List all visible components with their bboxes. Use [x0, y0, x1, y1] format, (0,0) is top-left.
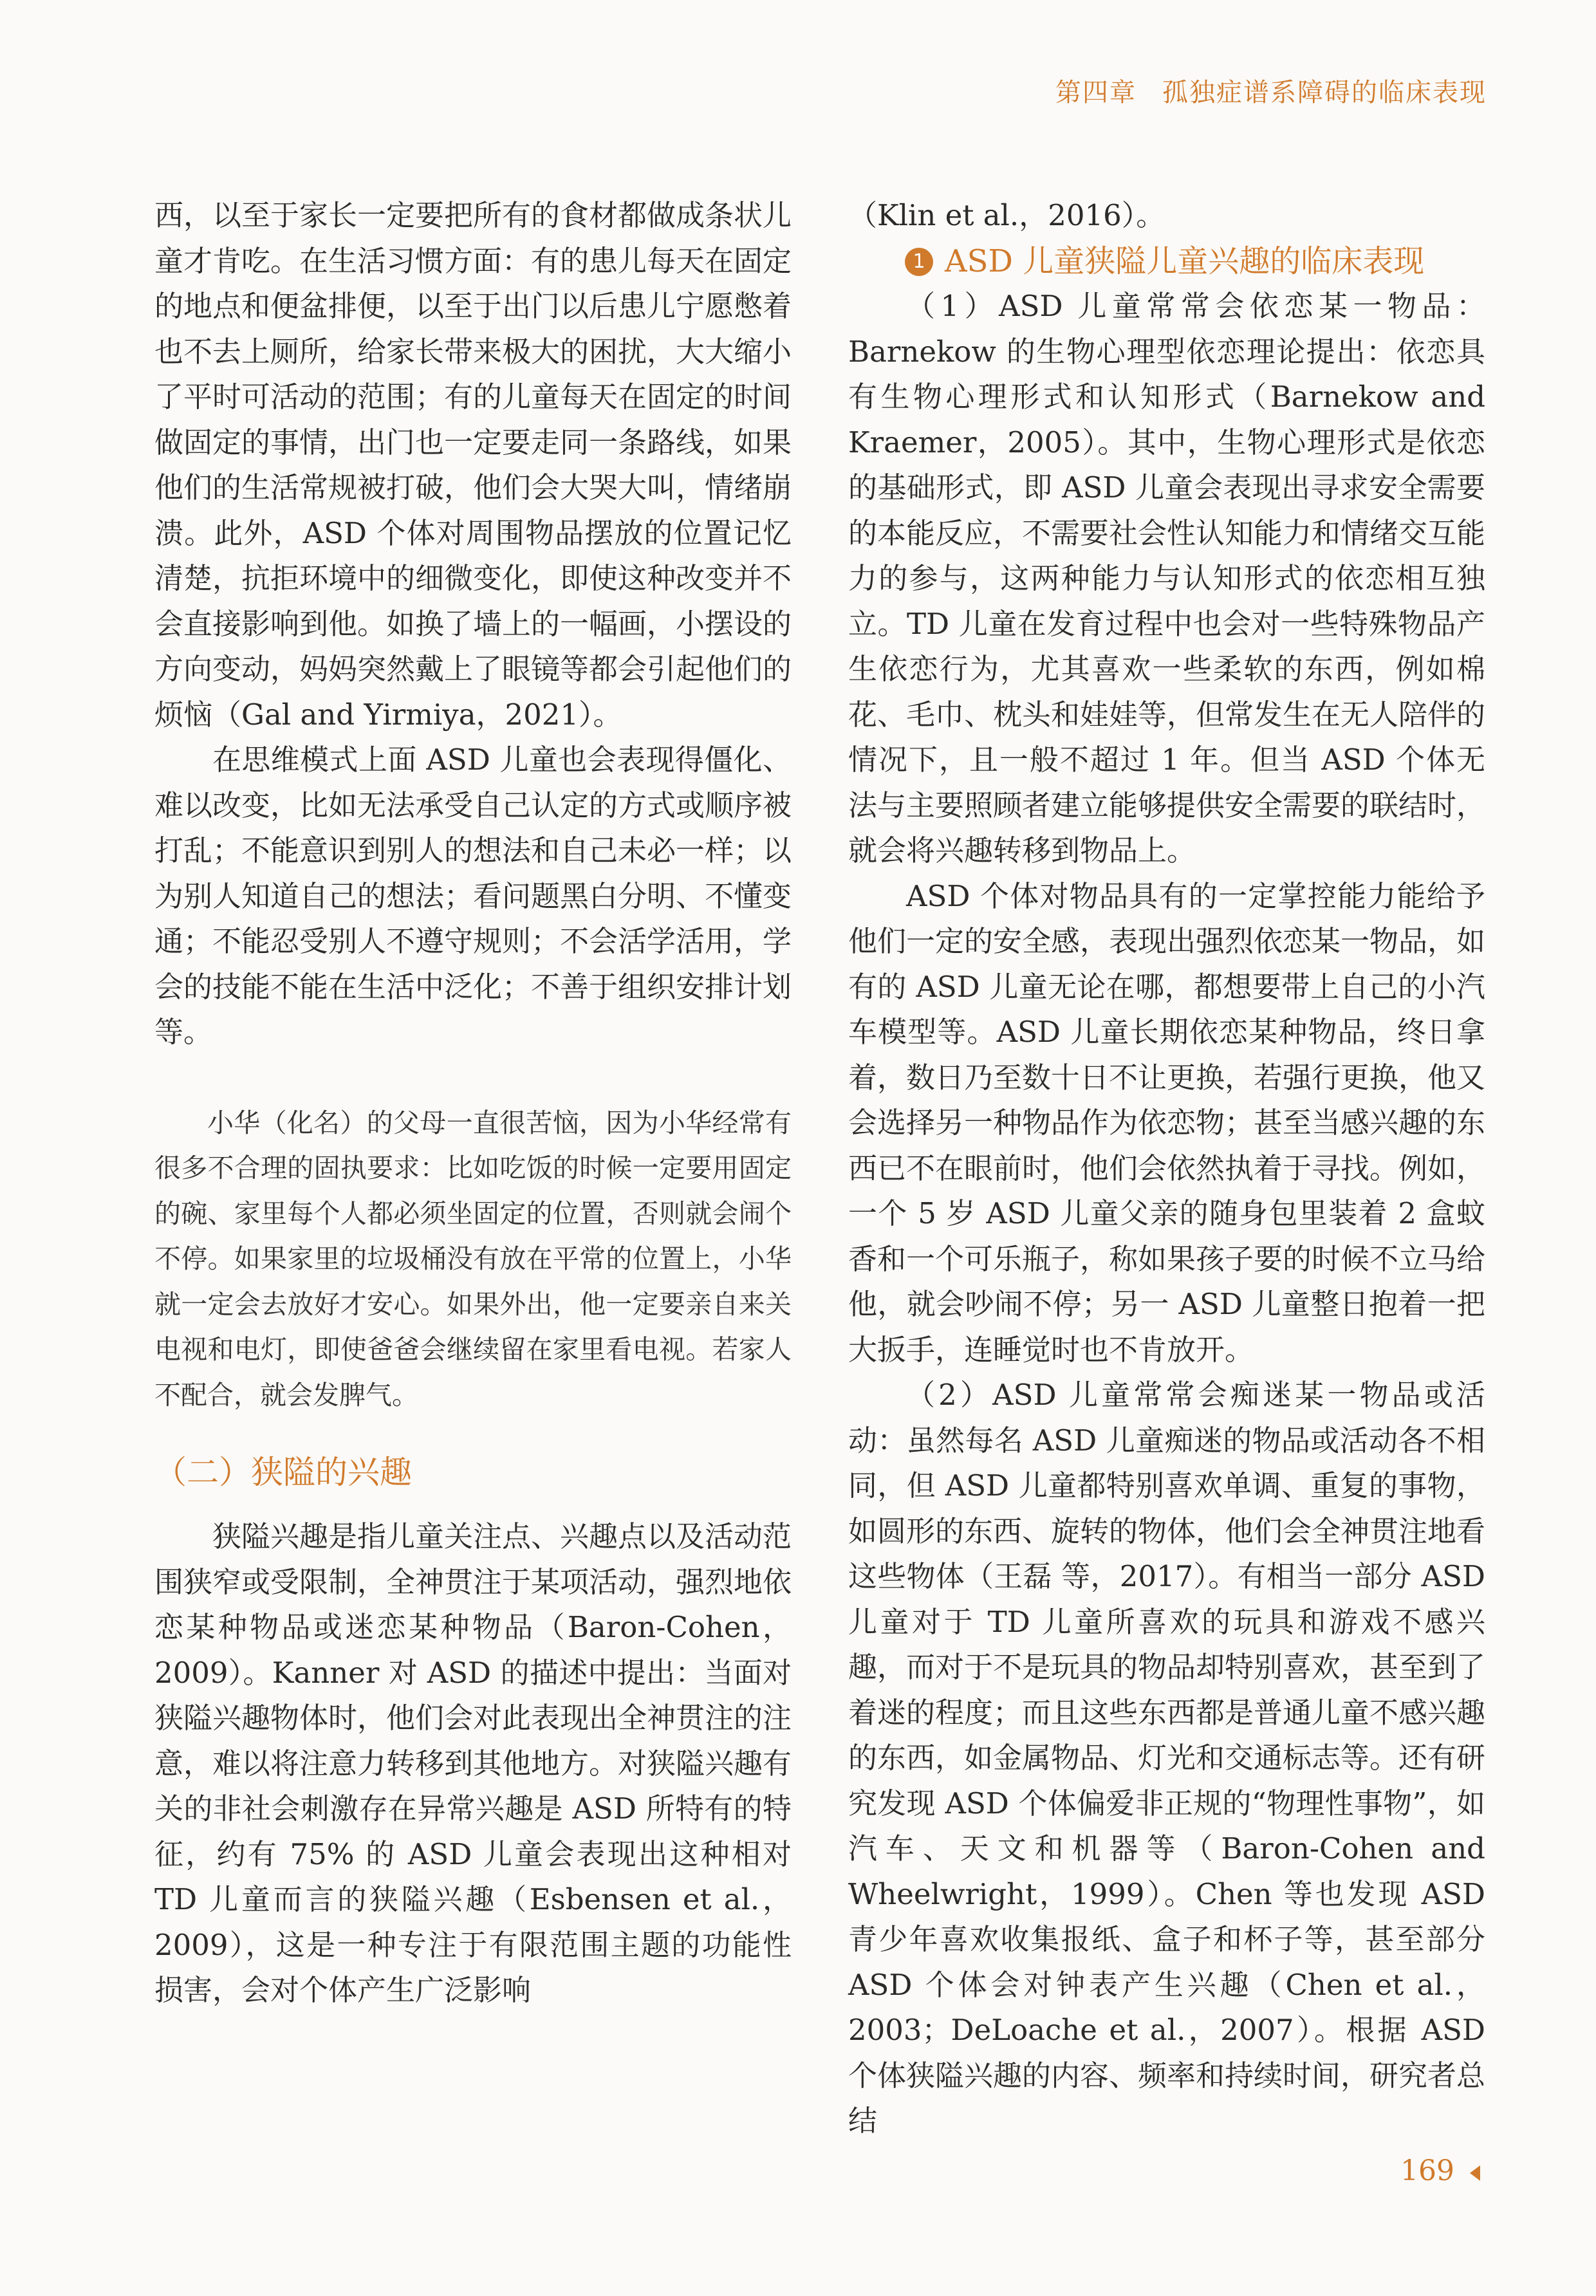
page-number-text: 169 — [1400, 2154, 1454, 2187]
left-column — [154, 193, 792, 2014]
page-marker-icon — [1470, 2165, 1480, 2181]
paragraph: （2）ASD 儿童常常会痴迷某一物品或活动：虽然每名 ASD 儿童痴迷的物品或活动各不相同，但 ASD 儿童都特别喜欢单调、重复的事物，如圆形的东西、旋转的物体，他们会全神贯注地看这些物体（王磊 等，2017）。有相当一部分 ASD 儿童对于 TD 儿童所喜欢的玩具和游戏不感兴趣，而对于不是玩具的物品却特别喜欢，甚至到了着迷的程度；而且这些东西都是普通儿童不感兴趣的东西，如金属物品、灯光和交通标志等。还有研究发现 ASD 个体偏爱非正规的“物理性事物”，如汽车、天文和机器等（Baron-Cohen and Wheelwright，1999）。Chen 等也发现 ASD 青少年喜欢收集报纸、盒子和杯子等，甚至部分 ASD 个体会对钟表产生兴趣（Chen et al.，2003；DeLoache et al.，2007）。根据 ASD 个体狭隘兴趣的内容、频率和持续时间，研究者总结 — [848, 1378, 1486, 2138]
paragraph: （Klin et al.，2016）。 — [848, 198, 1165, 232]
paragraph: 西，以至于家长一定要把所有的食材都做成条状儿童才肯吃。在生活习惯方面：有的患儿每天在固定的地点和便盆排便，以至于出门以后患儿宁愿憋着也不去上厕所，给家长带来极大的困扰，大大缩小了平时可活动的范围；有的儿童每天在固定的时间做固定的事情，出门也一定要走同一条路线，如果他们的生活常规被打破，他们会大哭大叫，情绪崩溃。此外，ASD 个体对周围物品摆放的位置记忆清楚，抗拒环境中的细微变化，即使这种改变并不会直接影响到他。如换了墙上的一幅画，小摆设的方向变动，妈妈突然戴上了眼镜等都会引起他们的烦恼（Gal and Yirmiya，2021）。 — [154, 198, 792, 732]
running-header — [1030, 72, 1487, 109]
subsection-title: ASD 儿童狭隘儿童兴趣的临床表现 — [945, 243, 1425, 279]
paragraph: ASD 个体对物品具有的一定掌控能力能给予他们一定的安全感，表现出强烈依恋某一物品，如有的 ASD 儿童无论在哪，都想要带上自己的小汽车模型等。ASD 儿童长期依恋某种物品，终日拿着，数日乃至数十日不让更换，若强行更换，他又会选择另一种物品作为依恋物；甚至当感兴趣的东西已不在眼前时，他们会依然执着于寻找。例如，一个 5 岁 ASD 儿童父亲的随身包里装着 2 盒蚊香和一个可乐瓶子，称如果孩子要的时候不立马给他，就会吵闹不停；另一 ASD 儿童整日抱着一把大扳手，连睡觉时也不肯放开。 — [848, 878, 1486, 1367]
right-column — [848, 193, 1485, 2144]
paragraph: 在思维模式上面 ASD 儿童也会表现得僵化、难以改变，比如无法承受自己认定的方式或顺序被打乱；不能意识到别人的想法和自己未必一样；以为别人知道自己的想法；看问题黑白分明、不懂变通；不能忍受别人不遵守规则；不会活学活用，学会的技能不能在生活中泛化；不善于组织安排计划等。 — [154, 743, 792, 1049]
chapter-title: 孤独症谱系障碍的临床表现 — [1162, 78, 1487, 107]
section-heading: （二）狭隘的兴趣 — [154, 1454, 412, 1491]
chapter-label: 第四章 — [1055, 78, 1137, 107]
case-example: 小华（化名）的父母一直很苦恼，因为小华经常有很多不合理的固执要求：比如吃饭的时候一定要用固定的碗、家里每个人都必须坐固定的位置，否则就会闹个不停。如果家里的垃圾桶没有放在平常的位置上，小华就一定会去放好才安心。如果外出，他一定要亲自来关电视和电灯，即使爸爸会继续留在家里看电视。若家人不配合，就会发脾气。 — [154, 1107, 792, 1411]
paragraph: 狭隘兴趣是指儿童关注点、兴趣点以及活动范围狭窄或受限制，全神贯注于某项活动，强烈地依恋某种物品或迷恋某种物品（Baron-Cohen，2009）。Kanner 对 ASD 的描述中提出：当面对狭隘兴趣物体时，他们会对此表现出全神贯注的注意，难以将注意力转移到其他地方。对狭隘兴趣有关的非社会刺激存在异常兴趣是 ASD 所特有的特征，约有 75% 的 ASD 儿童会表现出这种相对 TD 儿童而言的狭隘兴趣（Esbensen et al.，2009），这是一种专注于有限范围主题的功能性损害，会对个体产生广泛影响 — [154, 1519, 792, 2007]
subsection-heading — [848, 239, 1485, 284]
page-number — [1400, 2154, 1480, 2187]
paragraph: （1）ASD 儿童常常会依恋某一物品：Barnekow 的生物心理型依恋理论提出：依恋具有生物心理形式和认知形式（Barnekow and Kraemer，2005）。其中，生物心理形式是依恋的基础形式，即 ASD 儿童会表现出寻求安全需要的本能反应，不需要社会性认知能力和情绪交互能力的参与，这两种能力与认知形式的依恋相互独立。TD 儿童在发育过程中也会对一些特殊物品产生依恋行为，尤其喜欢一些柔软的东西，例如棉花、毛巾、枕头和娃娃等，但常发生在无人陪伴的情况下，且一般不超过 1 年。但当 ASD 个体无法与主要照顾者建立能够提供安全需要的联结时，就会将兴趣转移到物品上。 — [848, 289, 1486, 867]
number-badge: 1 — [905, 248, 933, 276]
